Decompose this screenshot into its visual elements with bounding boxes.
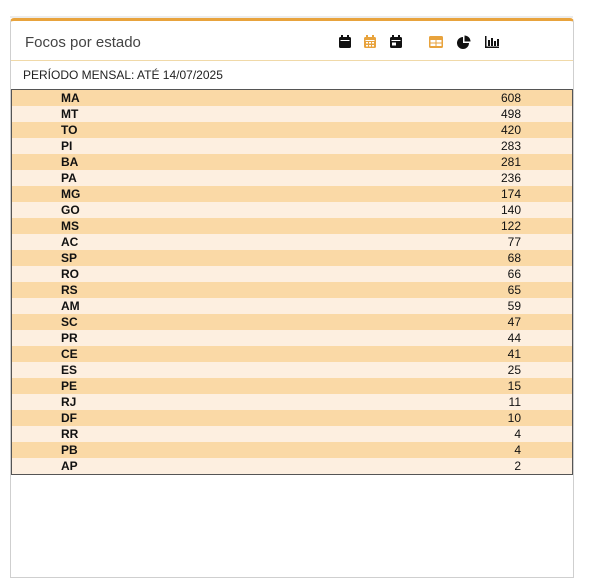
table-row: [12, 170, 572, 186]
period-label: PERÍODO MENSAL: ATÉ 14/07/2025: [23, 68, 223, 82]
table-row: [12, 314, 572, 330]
state-code: RJ: [61, 395, 77, 409]
states-table: [11, 89, 573, 475]
fire-count: 498: [500, 107, 521, 121]
calendar-day-icon[interactable]: [338, 35, 352, 49]
state-code: MA: [61, 91, 80, 105]
bar-chart-icon[interactable]: [485, 35, 499, 49]
fire-count: 4: [514, 427, 521, 441]
fire-count: 15: [507, 379, 521, 393]
fire-count: 236: [500, 171, 521, 185]
state-code: MG: [61, 187, 81, 201]
fire-count: 47: [507, 315, 521, 329]
table-row: [12, 442, 572, 458]
table-row: [12, 186, 572, 202]
state-code: DF: [61, 411, 77, 425]
state-code: ES: [61, 363, 78, 377]
table-row: [12, 122, 572, 138]
panel-title: Focos por estado: [25, 34, 141, 51]
state-code: PE: [61, 379, 78, 393]
fire-count: 281: [500, 155, 521, 169]
table-icon[interactable]: [429, 35, 443, 49]
state-code: AC: [61, 235, 79, 249]
calendar-week-icon[interactable]: [389, 35, 403, 49]
state-code: GO: [61, 203, 80, 217]
pie-chart-icon[interactable]: [457, 35, 471, 49]
panel-header: [11, 21, 573, 61]
focos-panel: [10, 18, 574, 578]
fire-count: 25: [507, 363, 521, 377]
table-row: [12, 154, 572, 170]
fire-count: 59: [507, 299, 521, 313]
calendar-month-icon[interactable]: [363, 35, 377, 49]
state-code: PR: [61, 331, 78, 345]
state-code: AP: [61, 459, 78, 473]
table-row: [12, 458, 572, 474]
fire-count: 11: [508, 395, 521, 409]
table-row: [12, 426, 572, 442]
fire-count: 44: [507, 331, 521, 345]
fire-count: 174: [500, 187, 521, 201]
table-row: [12, 346, 572, 362]
state-code: MS: [61, 219, 79, 233]
state-code: SP: [61, 251, 78, 265]
state-code: PA: [61, 171, 77, 185]
fire-count: 68: [507, 251, 521, 265]
fire-count: 608: [500, 91, 521, 105]
table-row: [12, 90, 572, 106]
fire-count: 2: [514, 459, 521, 473]
table-row: [12, 394, 572, 410]
table-row: [12, 298, 572, 314]
state-code: BA: [61, 155, 79, 169]
table-row: [12, 410, 572, 426]
state-code: AM: [61, 299, 80, 313]
table-row: [12, 378, 572, 394]
fire-count: 41: [507, 347, 521, 361]
state-code: PI: [61, 139, 73, 153]
table-row: [12, 266, 572, 282]
fire-count: 65: [507, 283, 521, 297]
table-row: [12, 282, 572, 298]
table-row: [12, 250, 572, 266]
state-code: TO: [61, 123, 78, 137]
table-row: [12, 234, 572, 250]
fire-count: 140: [500, 203, 521, 217]
fire-count: 77: [507, 235, 521, 249]
state-code: CE: [61, 347, 78, 361]
table-row: [12, 362, 572, 378]
table-row: [12, 106, 572, 122]
state-code: RS: [61, 283, 78, 297]
state-code: PB: [61, 443, 78, 457]
fire-count: 10: [507, 411, 521, 425]
state-code: MT: [61, 107, 79, 121]
table-row: [12, 330, 572, 346]
fire-count: 420: [500, 123, 521, 137]
table-row: [12, 138, 572, 154]
fire-count: 66: [507, 267, 521, 281]
state-code: RO: [61, 267, 79, 281]
state-code: SC: [61, 315, 78, 329]
fire-count: 122: [500, 219, 521, 233]
table-row: [12, 218, 572, 234]
state-code: RR: [61, 427, 79, 441]
table-row: [12, 202, 572, 218]
fire-count: 4: [514, 443, 521, 457]
fire-count: 283: [500, 139, 521, 153]
